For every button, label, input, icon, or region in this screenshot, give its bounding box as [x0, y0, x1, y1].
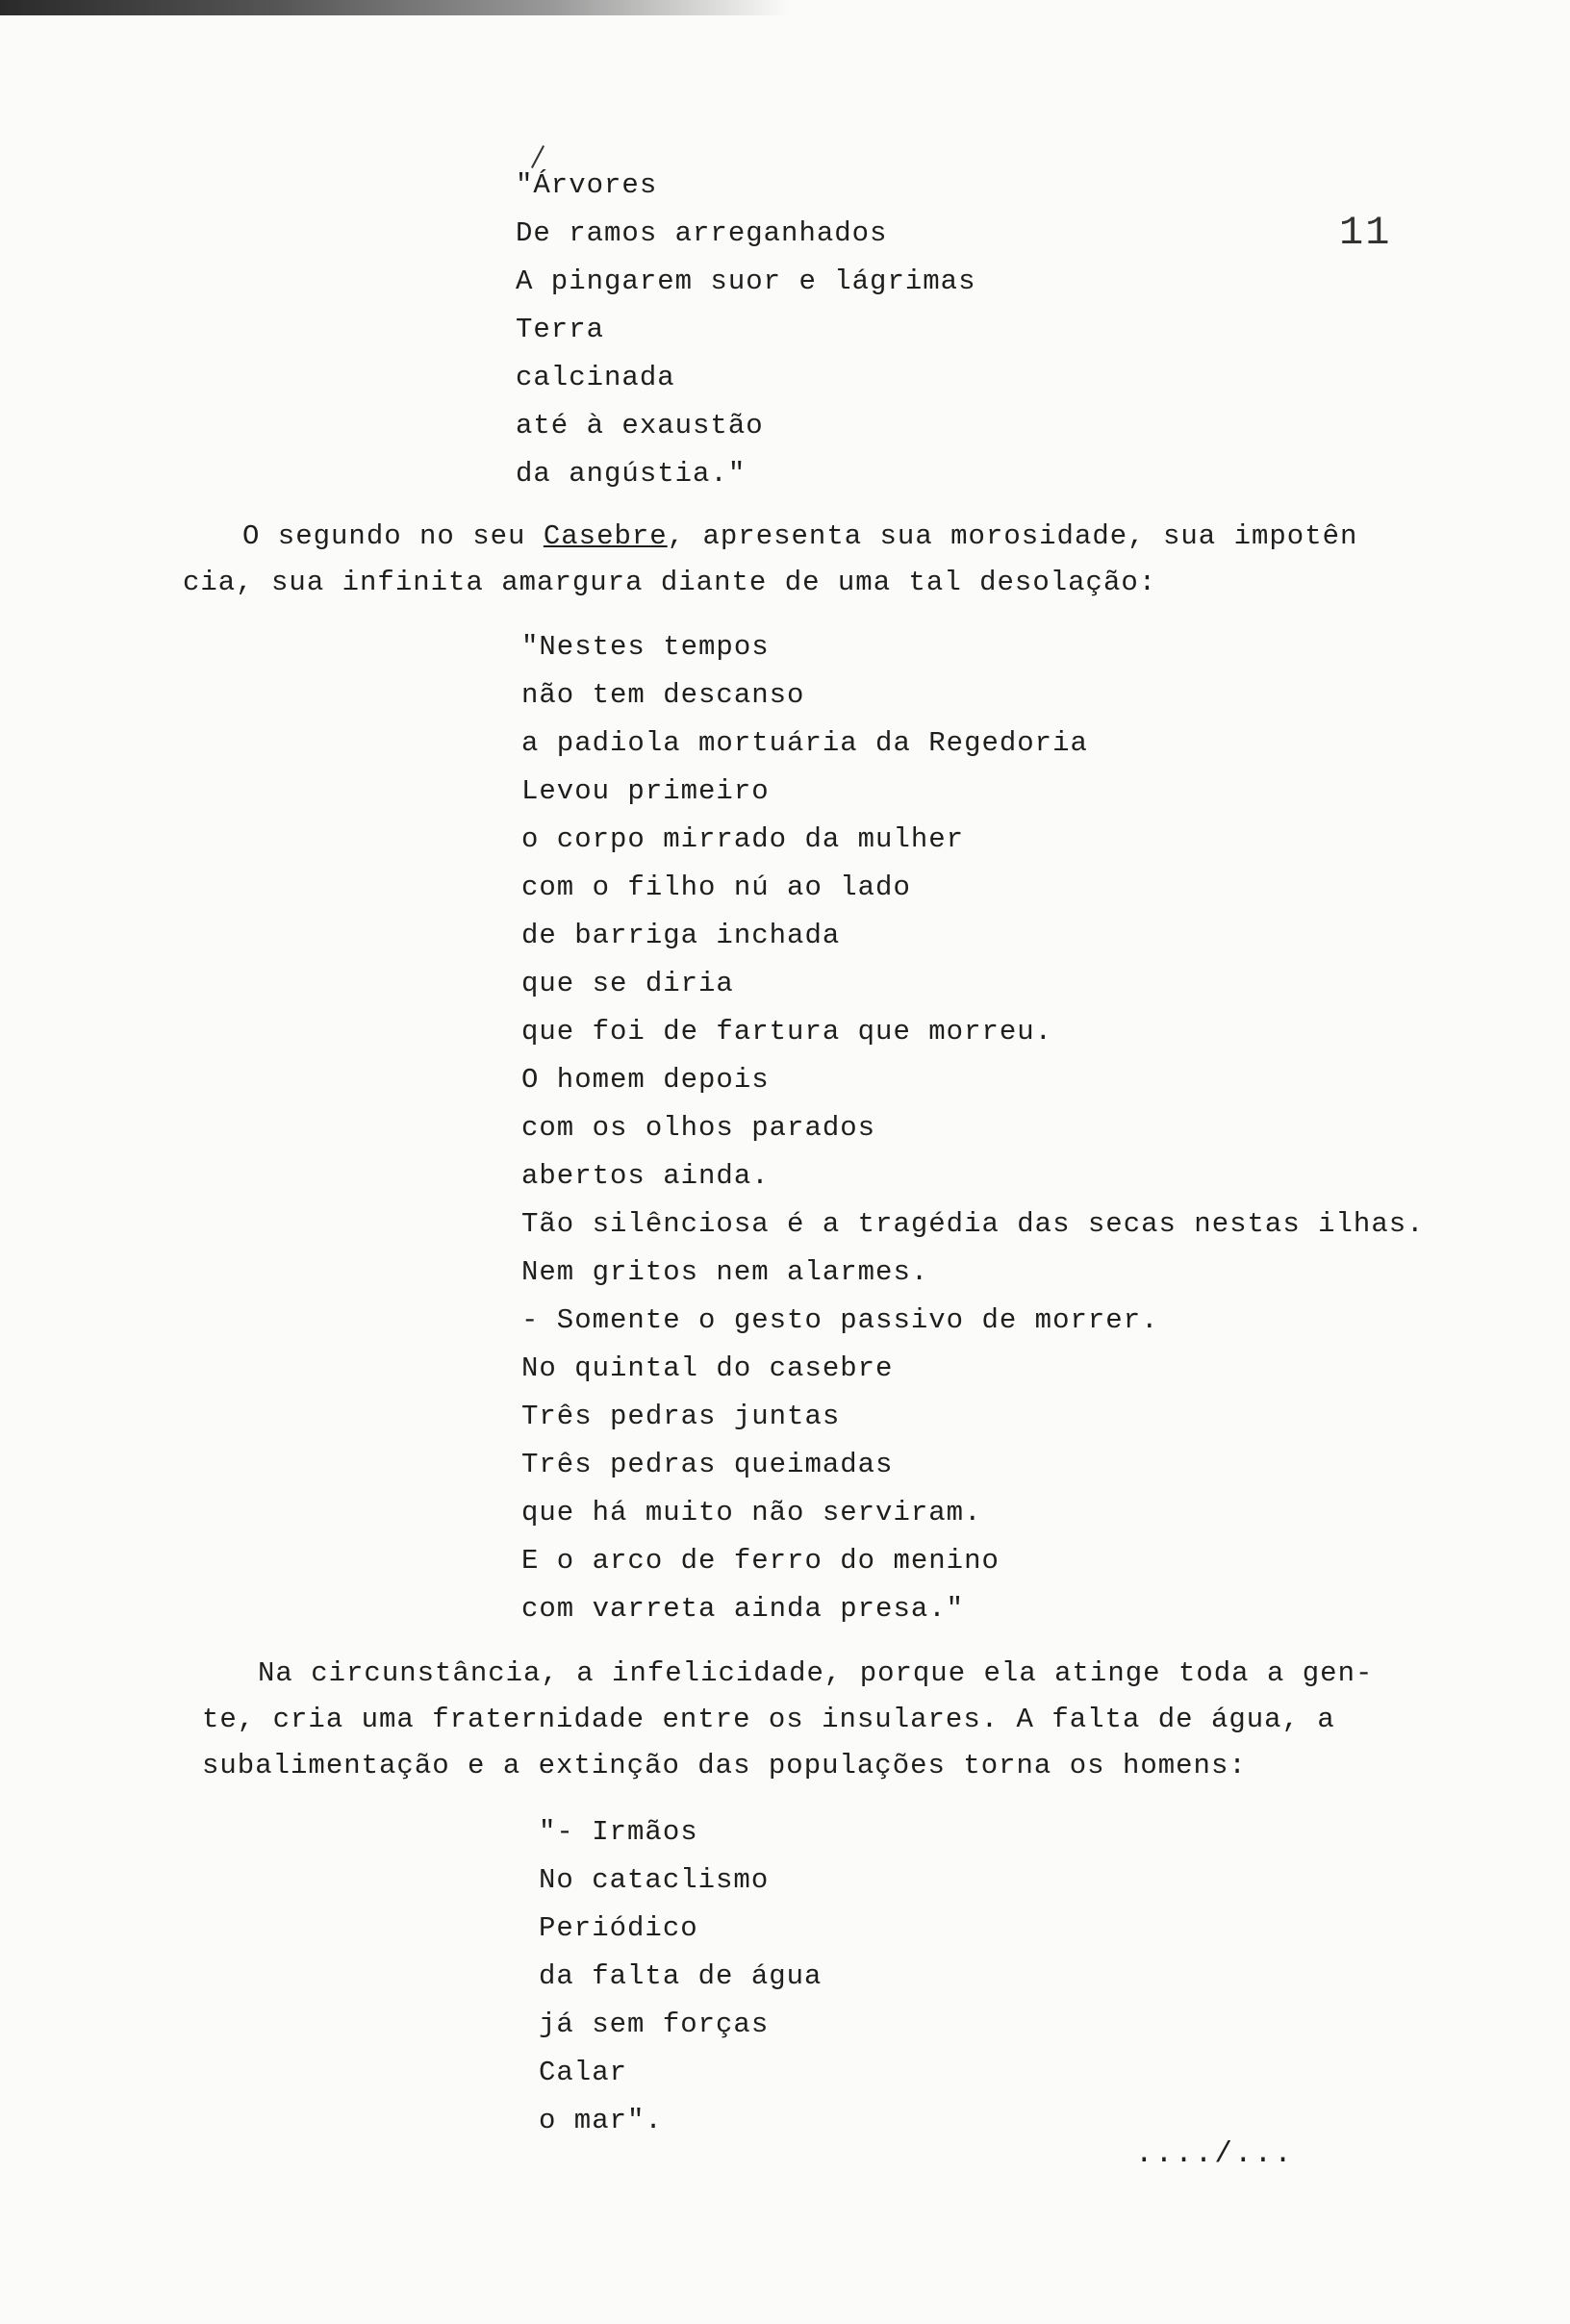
verse-line: Nem gritos nem alarmes. — [521, 1256, 929, 1288]
verse-line: de barriga inchada — [521, 920, 841, 951]
verse-line: o corpo mirrado da mulher — [521, 823, 965, 855]
verse-line: No quintal do casebre — [521, 1352, 894, 1384]
scan-edge-shadow — [0, 0, 789, 15]
paragraph-line: te, cria uma fraternidade entre os insulares. A falta de água, a — [202, 1704, 1335, 1735]
poem-arvores — [516, 162, 975, 498]
verse-line: Periódico — [539, 1912, 698, 1944]
verse-line: com os olhos parados — [521, 1112, 876, 1144]
paragraph-circunstancia — [202, 1651, 1373, 1789]
paragraph-line: subalimentação e a extinção das populações torna os homens: — [202, 1750, 1247, 1781]
verse-line: E o arco de ferro do menino — [521, 1545, 1000, 1577]
verse-line: "Árvores — [516, 169, 658, 201]
verse-line: até à exaustão — [516, 410, 764, 442]
paragraph-line — [183, 514, 1357, 560]
paragraph-line: cia, sua infinita amargura diante de uma tal desolação: — [183, 567, 1157, 598]
verse-line: que se diria — [521, 968, 734, 999]
verse-line: com varreta ainda presa." — [521, 1593, 965, 1625]
verse-line: A pingarem suor e lágrimas — [516, 265, 976, 297]
book-title-casebre: Casebre — [543, 520, 668, 552]
verse-line: que foi de fartura que morreu. — [521, 1016, 1053, 1048]
verse-line: "- Irmãos — [539, 1816, 698, 1848]
verse-line: da falta de água — [539, 1960, 823, 1992]
paragraph-casebre — [183, 514, 1357, 606]
verse-line: No cataclismo — [539, 1864, 770, 1896]
paragraph-line: Na circunstância, a infelicidade, porque ela atinge toda a gen- — [258, 1657, 1374, 1689]
verse-line: já sem forças — [539, 2008, 770, 2040]
page-continuation-marker: ..../... — [1135, 2137, 1294, 2171]
verse-line: abertos ainda. — [521, 1160, 770, 1192]
verse-line: calcinada — [516, 362, 675, 393]
verse-line: O homem depois — [521, 1064, 770, 1096]
verse-line: o mar". — [539, 2105, 663, 2136]
page-number: 11 — [1339, 210, 1392, 256]
verse-line: a padiola mortuária da Regedoria — [521, 727, 1088, 759]
verse-line: Calar — [539, 2057, 628, 2088]
poem-casebre — [521, 623, 1425, 1633]
verse-line: Tão silênciosa é a tragédia das secas nestas ilhas. — [521, 1208, 1425, 1240]
verse-line: - Somente o gesto passivo de morrer. — [521, 1304, 1159, 1336]
poem-irmaos — [539, 1808, 822, 2145]
verse-line: De ramos arreganhados — [516, 217, 888, 249]
verse-line: com o filho nú ao lado — [521, 872, 911, 903]
verse-line: da angústia." — [516, 458, 747, 490]
paragraph-text: O segundo no seu — [242, 520, 544, 552]
verse-line: Terra — [516, 314, 605, 345]
verse-line: que há muito não serviram. — [521, 1497, 982, 1528]
verse-line: Três pedras juntas — [521, 1401, 841, 1432]
verse-line: "Nestes tempos — [521, 631, 770, 663]
verse-line: não tem descanso — [521, 679, 805, 711]
verse-line: Três pedras queimadas — [521, 1449, 894, 1480]
paragraph-text: , apresenta sua morosidade, sua impotên — [667, 520, 1358, 552]
verse-line: Levou primeiro — [521, 775, 770, 807]
